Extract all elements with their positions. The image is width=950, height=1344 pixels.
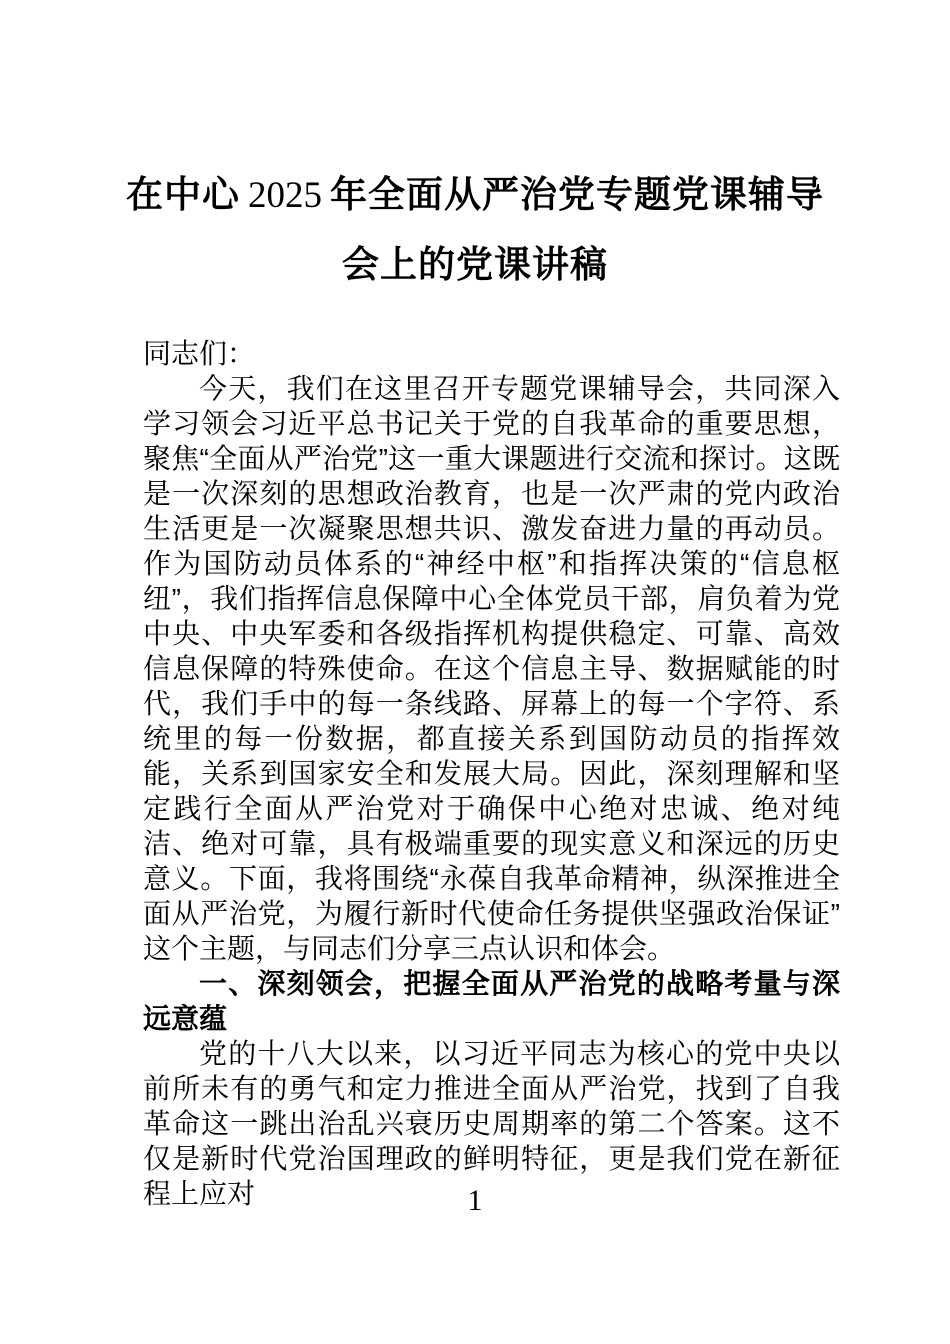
document-title: [0, 160, 950, 299]
title-year-number: 2025: [248, 175, 322, 216]
document-body: [143, 336, 840, 1211]
title-line-2: 会上的党课讲稿: [342, 244, 608, 285]
title-line-1-suffix: 年全面从严治党专题党课辅导: [330, 174, 824, 215]
paragraph-2: 党的十八大以来，以习近平同志为核心的党中央以前所未有的勇气和定力推进全面从严治党，找到了自我革命这一跳出治乱兴衰历史周期率的第二个答案。这不仅是新时代党治国理政的鲜明特征，更是我们党在新征程上应对: [143, 1038, 840, 1209]
section-heading-1: 一、深刻领会，把握全面从严治党的战略考量与深远意蕴: [143, 968, 840, 1034]
salutation: 同志们：: [143, 338, 256, 369]
title-line-1: [0, 160, 950, 230]
page-number: 1: [467, 1184, 483, 1217]
paragraph-1: 今天，我们在这里召开专题党课辅导会，共同深入学习领会习近平总书记关于党的自我革命的重要思想，聚焦“全面从严治党”这一重大课题进行交流和探讨。这既是一次深刻的思想政治教育，也是一次严肃的党内政治生活更是一次凝聚思想共识、激发奋进力量的再动员。作为国防动员体系的“神经中枢”和指挥决策的“信息枢纽”，我们指挥信息保障中心全体党员干部，肩负着为党中央、中央军委和各级指挥机构提供稳定、可靠、高效信息保障的特殊使命。在这个信息主导、数据赋能的时代，我们手中的每一条线路、屏幕上的每一个字符、系统里的每一份数据，都直接关系到国防动员的指挥效能，关系到国家安全和发展大局。因此，深刻理解和坚定践行全面从严治党对于确保中心绝对忠诚、绝对纯洁、绝对可靠，具有极端重要的现实意义和深远的历史意义。下面，我将围绕“永葆自我革命精神，纵深推进全面从严治党，为履行新时代使命任务提供坚强政治保证”这个主题，与同志们分享三点认识和体会。: [143, 373, 840, 964]
title-line-1-prefix: 在中心: [126, 174, 240, 215]
